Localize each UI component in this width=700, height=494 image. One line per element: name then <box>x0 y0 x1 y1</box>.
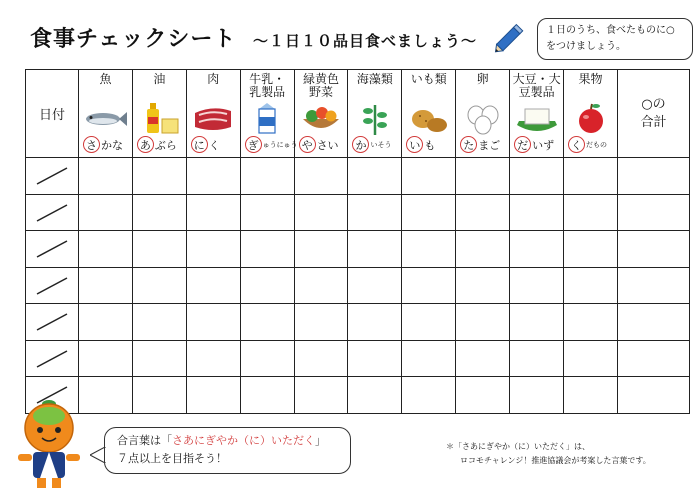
food-keyword <box>191 136 238 153</box>
food-check-table <box>25 69 690 414</box>
check-cell[interactable] <box>294 267 348 304</box>
check-cell[interactable] <box>564 231 618 268</box>
total-cell[interactable] <box>618 377 690 414</box>
check-cell[interactable] <box>456 267 510 304</box>
check-cell[interactable] <box>564 194 618 231</box>
food-keyword <box>514 136 561 153</box>
footnote <box>446 440 694 468</box>
check-cell[interactable] <box>186 377 240 414</box>
food-header-seaweed <box>348 70 402 158</box>
check-cell[interactable] <box>510 267 564 304</box>
check-cell[interactable] <box>348 267 402 304</box>
keyword-rest: も <box>424 138 436 152</box>
check-cell[interactable] <box>132 377 186 414</box>
check-cell[interactable] <box>240 194 294 231</box>
check-cell[interactable] <box>240 377 294 414</box>
check-cell[interactable] <box>564 340 618 377</box>
check-cell[interactable] <box>510 231 564 268</box>
keyword-rest: かな <box>101 138 123 152</box>
food-header-vegetables <box>294 70 348 158</box>
check-cell[interactable] <box>348 304 402 341</box>
date-slash <box>34 239 70 259</box>
keyword-initial: だ <box>514 136 531 153</box>
table-row <box>26 340 690 377</box>
date-cell[interactable] <box>26 340 79 377</box>
keyword-rest: ゅうにゅう <box>262 140 298 149</box>
mascot-character <box>14 398 84 490</box>
keyword-initial: に <box>191 136 208 153</box>
apple-icon <box>569 101 613 135</box>
page-title: 食事チェックシート <box>30 27 237 52</box>
seaweed-icon <box>353 101 397 135</box>
footnote-line-1: ＊「さあにぎやか（に）いただく」は、 <box>446 442 590 451</box>
check-cell[interactable] <box>402 231 456 268</box>
total-cell[interactable] <box>618 231 690 268</box>
milk-icon <box>245 101 289 135</box>
check-cell[interactable] <box>186 158 240 195</box>
check-cell[interactable] <box>564 377 618 414</box>
check-cell[interactable] <box>510 377 564 414</box>
total-cell[interactable] <box>618 158 690 195</box>
check-cell[interactable] <box>132 304 186 341</box>
date-cell[interactable] <box>26 158 79 195</box>
check-cell[interactable] <box>79 340 133 377</box>
check-cell[interactable] <box>186 194 240 231</box>
food-keyword <box>568 136 615 153</box>
check-cell[interactable] <box>510 304 564 341</box>
keyword-rest: いそう <box>370 140 392 149</box>
check-cell[interactable] <box>348 194 402 231</box>
check-cell[interactable] <box>79 377 133 414</box>
footnote-line-2: ロコモチャレンジ！推進協議会が考案した言葉です。 <box>460 456 651 465</box>
keyword-initial: た <box>460 136 477 153</box>
check-cell[interactable] <box>402 267 456 304</box>
check-cell[interactable] <box>402 194 456 231</box>
food-name: 魚 <box>99 72 112 86</box>
check-cell[interactable] <box>294 158 348 195</box>
check-cell[interactable] <box>456 231 510 268</box>
food-keyword <box>352 136 399 153</box>
check-cell[interactable] <box>240 231 294 268</box>
check-cell[interactable] <box>564 267 618 304</box>
check-cell[interactable] <box>456 158 510 195</box>
meat-icon <box>191 101 235 135</box>
potato-icon <box>407 101 451 135</box>
check-cell[interactable] <box>79 158 133 195</box>
check-cell[interactable] <box>294 340 348 377</box>
food-name: いも類 <box>410 72 447 86</box>
check-cell[interactable] <box>294 231 348 268</box>
check-cell[interactable] <box>510 158 564 195</box>
check-cell[interactable] <box>79 231 133 268</box>
food-header-tofu <box>510 70 564 158</box>
speech-bubble <box>104 427 351 474</box>
check-cell[interactable] <box>240 340 294 377</box>
keyword-initial: か <box>352 136 369 153</box>
bubble-suffix: 」 <box>315 434 326 447</box>
keyword-initial: あ <box>137 136 154 153</box>
bubble-line-1 <box>117 432 338 450</box>
table-row <box>26 304 690 341</box>
food-header-milk <box>240 70 298 158</box>
table-row <box>26 267 690 304</box>
date-cell[interactable] <box>26 194 79 231</box>
check-cell[interactable] <box>132 340 186 377</box>
date-slash <box>34 166 70 186</box>
food-keyword <box>460 136 507 153</box>
food-keyword <box>83 136 130 153</box>
check-cell[interactable] <box>348 158 402 195</box>
table-row <box>26 194 690 231</box>
check-cell[interactable] <box>402 377 456 414</box>
date-slash <box>34 349 70 369</box>
total-column-header: ○の 合計 <box>618 70 690 158</box>
check-cell[interactable] <box>294 377 348 414</box>
food-name: 緑黄色 野菜 <box>303 72 340 99</box>
check-cell[interactable] <box>510 340 564 377</box>
food-header-potato <box>402 70 456 158</box>
total-cell[interactable] <box>618 304 690 341</box>
check-cell[interactable] <box>456 304 510 341</box>
food-name: 海藻類 <box>356 72 393 86</box>
keyword-rest: まご <box>478 138 501 152</box>
total-cell[interactable] <box>618 340 690 377</box>
check-cell[interactable] <box>132 194 186 231</box>
keyword-rest: さい <box>316 138 339 152</box>
oil-icon <box>137 101 181 135</box>
check-cell[interactable] <box>132 267 186 304</box>
date-slash <box>34 203 70 223</box>
keyword-initial: い <box>406 136 423 153</box>
food-name: 果物 <box>578 72 603 86</box>
check-cell[interactable] <box>186 340 240 377</box>
food-keyword <box>406 136 453 153</box>
check-cell[interactable] <box>240 267 294 304</box>
check-cell[interactable] <box>348 231 402 268</box>
keyword-rest: いず <box>532 138 555 152</box>
check-cell[interactable] <box>456 377 510 414</box>
check-cell[interactable] <box>348 377 402 414</box>
total-cell[interactable] <box>618 194 690 231</box>
keyword-initial: や <box>299 136 316 153</box>
table-row <box>26 158 690 195</box>
food-header-oil <box>132 70 186 158</box>
date-column-header: 日付 <box>26 70 79 158</box>
keyword-rest: ぶら <box>154 138 177 152</box>
check-cell[interactable] <box>456 340 510 377</box>
check-cell[interactable] <box>510 194 564 231</box>
check-cell[interactable] <box>348 340 402 377</box>
check-cell[interactable] <box>186 304 240 341</box>
check-cell[interactable] <box>79 194 133 231</box>
bubble-line-2: ７点以上を目指そう！ <box>117 452 227 465</box>
food-header-meat <box>186 70 240 158</box>
check-cell[interactable] <box>564 158 618 195</box>
header-row <box>26 70 690 158</box>
food-keyword <box>245 136 298 153</box>
check-cell[interactable] <box>186 267 240 304</box>
fish-icon <box>83 101 127 135</box>
page-subtitle: ～１日１０品目食べましょう～ <box>253 32 478 50</box>
food-header-egg <box>456 70 510 158</box>
keyword-rest: だもの <box>586 140 608 149</box>
date-slash <box>34 276 70 296</box>
food-name: 油 <box>153 72 166 86</box>
pencil-icon <box>490 18 530 58</box>
table-row <box>26 231 690 268</box>
check-cell[interactable] <box>402 340 456 377</box>
keyword-initial: く <box>568 136 585 153</box>
egg-icon <box>461 101 505 135</box>
check-cell[interactable] <box>402 158 456 195</box>
keyword-rest: く <box>208 138 220 152</box>
date-cell[interactable] <box>26 267 79 304</box>
check-cell[interactable] <box>240 158 294 195</box>
check-cell[interactable] <box>456 194 510 231</box>
total-cell[interactable] <box>618 267 690 304</box>
food-name: 大豆・大 豆製品 <box>512 72 561 99</box>
check-cell[interactable] <box>402 304 456 341</box>
check-cell[interactable] <box>564 304 618 341</box>
food-keyword <box>137 136 184 153</box>
table-row <box>26 377 690 414</box>
food-keyword <box>299 136 346 153</box>
check-cell[interactable] <box>294 194 348 231</box>
check-cell[interactable] <box>132 231 186 268</box>
food-name: 肉 <box>207 72 220 86</box>
date-cell[interactable] <box>26 231 79 268</box>
food-name: 牛乳・ 乳製品 <box>249 72 286 99</box>
check-cell[interactable] <box>79 267 133 304</box>
instruction-note: １日のうち、食べたものに○をつけましょう。 <box>537 18 693 60</box>
food-header-fish <box>79 70 133 158</box>
food-name: 卵 <box>476 72 489 86</box>
check-cell[interactable] <box>294 304 348 341</box>
date-cell[interactable] <box>26 304 79 341</box>
date-slash <box>34 312 70 332</box>
check-cell[interactable] <box>240 304 294 341</box>
motto-highlight: さあにぎやか（に）いただく <box>172 434 315 447</box>
food-header-fruit <box>564 70 618 158</box>
vegetables-icon <box>299 101 343 135</box>
keyword-initial: さ <box>83 136 100 153</box>
keyword-initial: ぎ <box>245 136 262 153</box>
tofu-icon <box>515 101 559 135</box>
check-cell[interactable] <box>132 158 186 195</box>
bubble-prefix: 合言葉は「 <box>117 434 172 447</box>
check-cell[interactable] <box>186 231 240 268</box>
check-cell[interactable] <box>79 304 133 341</box>
